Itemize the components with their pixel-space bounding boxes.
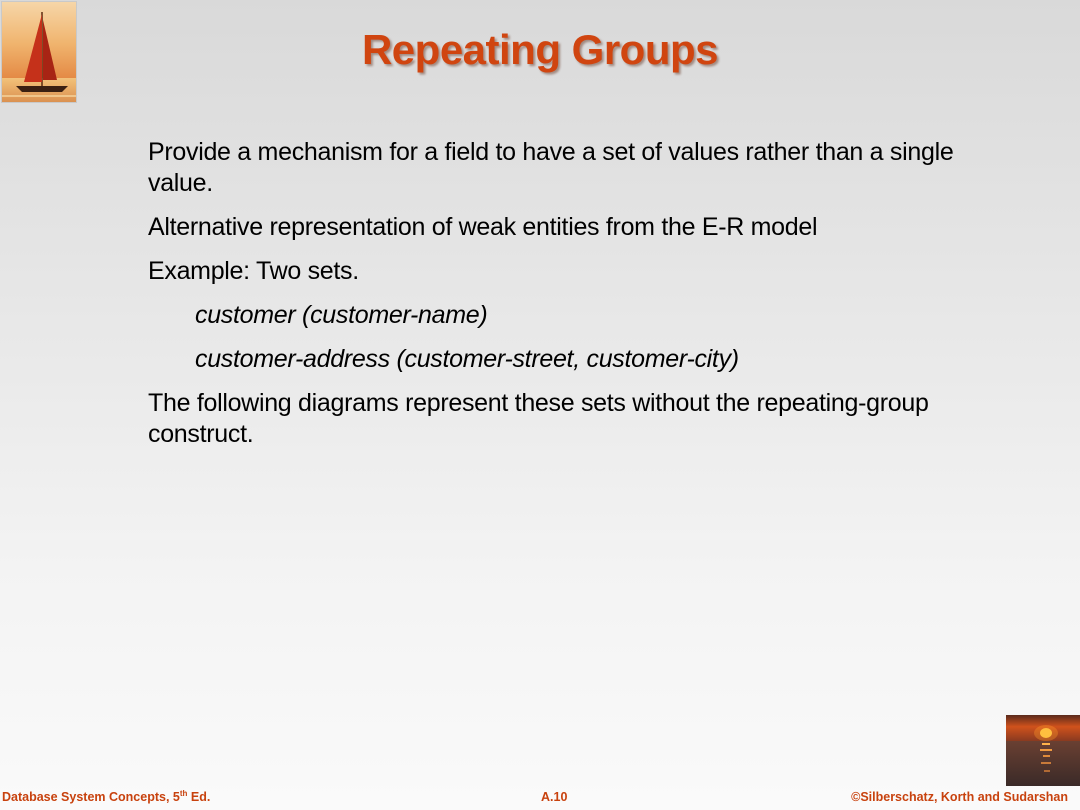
footer-book-title: Database System Concepts, 5th Ed.: [2, 789, 211, 804]
sub-bullet-text: customer (customer-name): [195, 301, 488, 329]
footer-copyright: ©Silberschatz, Korth and Sudarshan: [851, 790, 1068, 804]
bullet-text: The following diagrams represent these sets without the repeating-group construct.: [148, 389, 929, 448]
footer-page-number: A.10: [541, 790, 568, 804]
slide-body: [148, 137, 978, 463]
sunset-image: [1006, 715, 1080, 786]
bullet-text: Provide a mechanism for a field to have a set of values rather than a single value.: [148, 138, 954, 197]
bullet-text: Example: Two sets.: [148, 257, 359, 285]
slide-title: Repeating Groups: [361, 26, 719, 73]
sub-bullet-text: customer-address (customer-street, customer-city): [195, 345, 739, 373]
bullet-text: Alternative representation of weak entities from the E-R model: [148, 213, 818, 241]
